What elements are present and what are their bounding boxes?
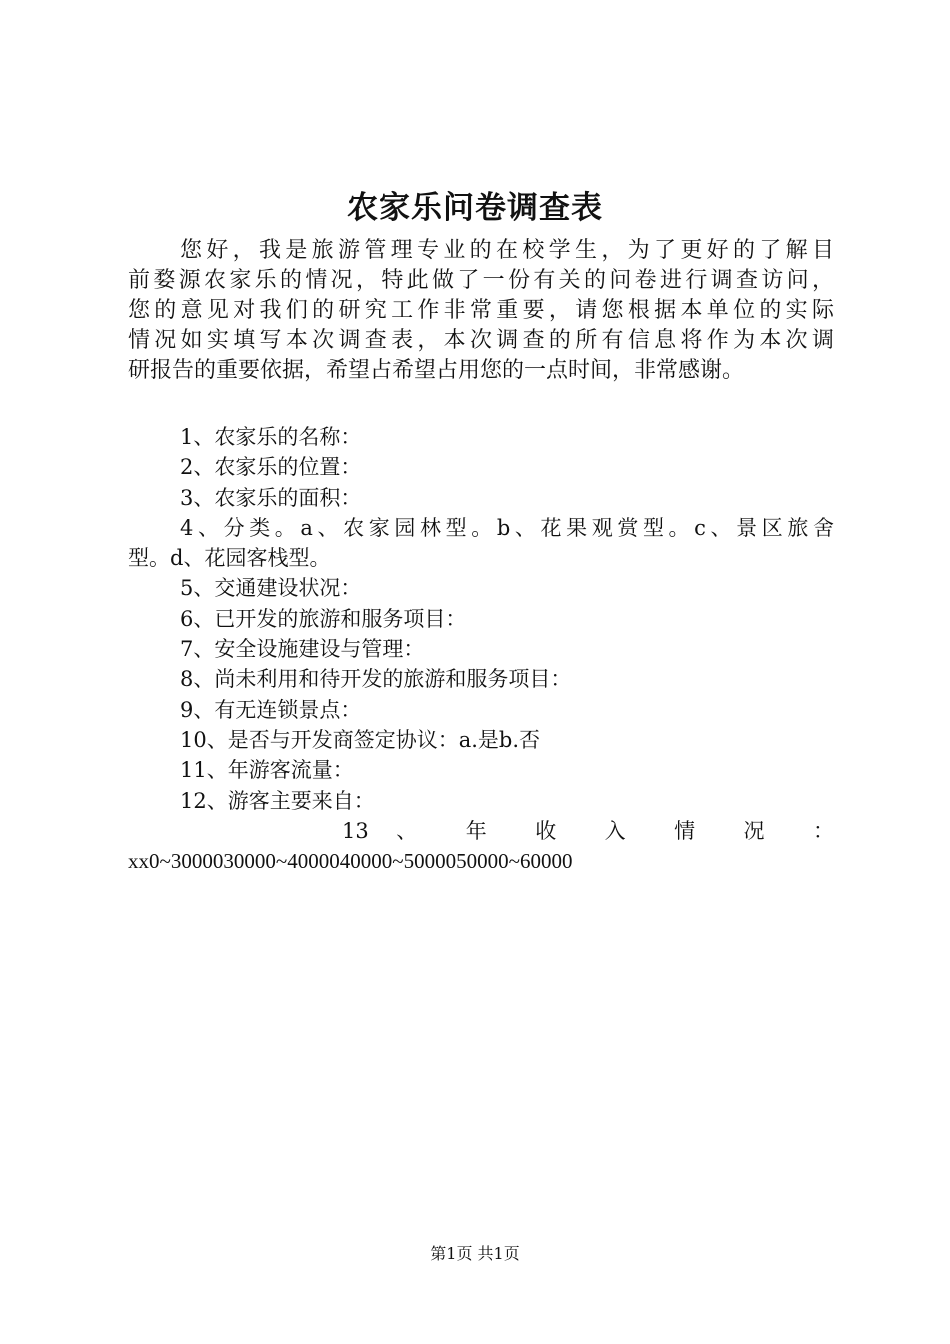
page-title: 农家乐问卷调查表: [347, 190, 603, 226]
question-item: 3、农家乐的面积：: [180, 485, 362, 510]
question-item: 10、是否与开发商签定协议：a.是b.否: [180, 727, 541, 752]
question-item: 4、分类。a、农家园林型。b、花果观赏型。c、景区旅舍: [180, 515, 834, 540]
question-item: 8、尚未利用和待开发的旅游和服务项目：: [180, 667, 572, 692]
question-item: 6、已开发的旅游和服务项目：: [180, 606, 467, 631]
question-item: 1、农家乐的名称：: [180, 425, 362, 449]
intro-line: 前婺源农家乐的情况，特此做了一份有关的问卷进行调查访问，: [128, 268, 834, 293]
question-item: 11、年游客流量：: [180, 758, 354, 783]
question-item: 12、游客主要来自：: [180, 788, 375, 813]
question-item: 5、交通建设状况：: [180, 576, 362, 601]
question-list: [128, 422, 834, 876]
question-item: 2、农家乐的位置：: [180, 455, 362, 480]
intro-line: 情况如实填写本次调查表，本次调查的所有信息将作为本次调: [128, 328, 834, 353]
question-item: 9、有无连锁景点：: [180, 697, 362, 722]
question-item: 7、安全设施建设与管理：: [180, 637, 425, 662]
question-item-continuation: 型。d、花园客栈型。: [128, 546, 331, 571]
intro-line: 您的意见对我们的研究工作非常重要，请您根据本单位的实际: [128, 298, 834, 323]
page-footer: 第1页 共1页: [430, 1244, 520, 1263]
intro-line: 您好，我是旅游管理专业的在校学生，为了更好的了解目: [180, 238, 834, 263]
intro-paragraph: [128, 236, 834, 386]
question-item-continuation: xx0~3000030000~4000040000~5000050000~60000: [128, 849, 573, 874]
intro-line: 研报告的重要依据，希望占希望占用您的一点时间，非常感谢。: [128, 358, 745, 383]
question-item: 13 、 年 收 入 情 况 ：: [342, 818, 834, 843]
